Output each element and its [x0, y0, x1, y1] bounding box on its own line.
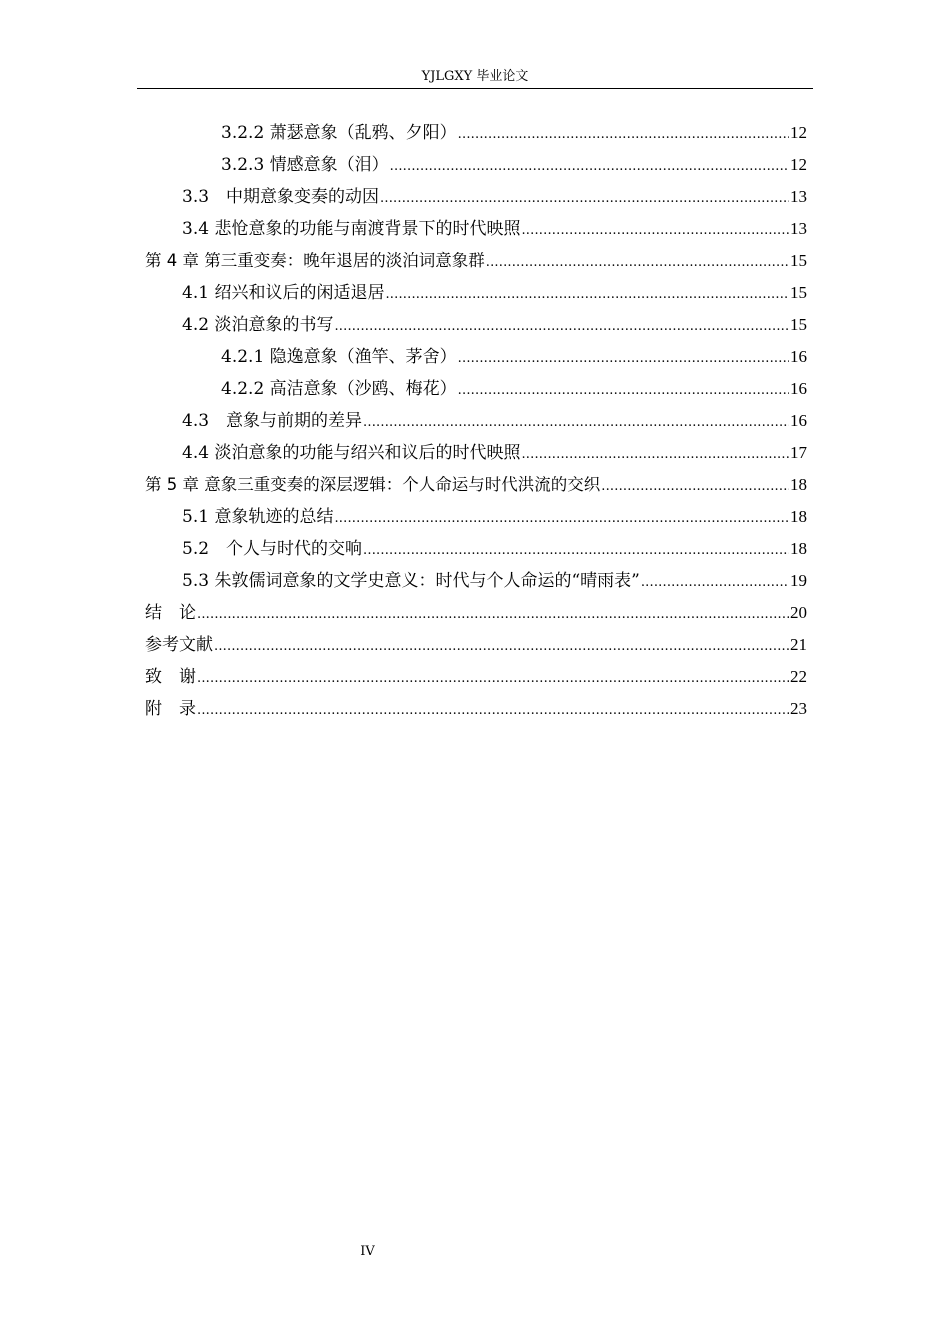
toc-entry-page: 22	[790, 667, 807, 686]
dot-leader	[385, 279, 789, 311]
toc-entry-page: 15	[790, 315, 807, 334]
toc-entry[interactable]	[145, 565, 807, 597]
dot-leader	[458, 343, 789, 375]
toc-entry-title: 4.2.1 隐逸意象（渔竿、茅舍）	[221, 347, 457, 367]
toc-entry-title: 4.3 意象与前期的差异	[182, 411, 363, 431]
toc-entry-title: 5.1 意象轨迹的总结	[182, 507, 334, 527]
table-of-contents	[145, 117, 807, 725]
dot-leader	[601, 471, 789, 503]
toc-entry-title: 3.2.3 情感意象（泪）	[221, 155, 389, 175]
dot-leader	[458, 375, 789, 407]
dot-leader	[521, 439, 789, 471]
toc-entry-title: 3.3 中期意象变奏的动因	[182, 187, 380, 207]
toc-entry-page: 16	[790, 379, 807, 398]
dot-leader	[197, 599, 789, 631]
toc-entry[interactable]	[145, 533, 807, 565]
toc-entry-title: 5.2 个人与时代的交响	[182, 539, 363, 559]
toc-entry[interactable]	[145, 693, 807, 725]
toc-entry[interactable]	[145, 661, 807, 693]
toc-entry[interactable]	[145, 597, 807, 629]
toc-entry-title: 3.2.2 萧瑟意象（乱鸦、夕阳）	[221, 123, 457, 143]
toc-entry-page: 15	[790, 283, 807, 302]
toc-entry-title: 结 论	[145, 603, 196, 623]
toc-entry-title: 致 谢	[145, 667, 196, 687]
toc-entry-page: 16	[790, 411, 807, 430]
toc-entry[interactable]	[145, 405, 807, 437]
toc-entry-page: 21	[790, 635, 807, 654]
toc-entry[interactable]	[145, 629, 807, 661]
toc-entry-page: 19	[790, 571, 807, 590]
toc-entry[interactable]	[145, 245, 807, 277]
running-header: YJLGXY 毕业论文	[137, 68, 813, 89]
toc-entry[interactable]	[145, 501, 807, 533]
toc-entry[interactable]	[145, 341, 807, 373]
toc-entry-page: 18	[790, 475, 807, 494]
dot-leader	[334, 503, 789, 535]
toc-entry-page: 13	[790, 219, 807, 238]
toc-entry-page: 18	[790, 507, 807, 526]
toc-entry-title: 4.2.2 高洁意象（沙鸥、梅花）	[221, 379, 457, 399]
toc-entry[interactable]	[145, 117, 807, 149]
toc-entry-page: 18	[790, 539, 807, 558]
toc-entry-title: 第 5 章 意象三重变奏的深层逻辑：个人命运与时代洪流的交织	[145, 475, 601, 494]
toc-entry-title: 5.3 朱敦儒词意象的文学史意义：时代与个人命运的“晴雨表”	[182, 571, 640, 591]
toc-entry-page: 12	[790, 155, 807, 174]
toc-entry-title: 4.1 绍兴和议后的闲适退居	[182, 283, 385, 303]
dot-leader	[390, 151, 789, 183]
toc-entry-title: 参考文献	[145, 635, 213, 655]
toc-entry[interactable]	[145, 149, 807, 181]
toc-entry-title: 3.4 悲怆意象的功能与南渡背景下的时代映照	[182, 219, 521, 239]
toc-entry-page: 20	[790, 603, 807, 622]
toc-entry-title: 4.2 淡泊意象的书写	[182, 315, 334, 335]
toc-entry-title: 附 录	[145, 699, 196, 719]
page-number: IV	[360, 1244, 375, 1259]
toc-entry[interactable]	[145, 309, 807, 341]
toc-entry-page: 17	[790, 443, 807, 462]
dot-leader	[197, 695, 789, 727]
toc-entry[interactable]	[145, 277, 807, 309]
dot-leader	[521, 215, 789, 247]
toc-entry-title: 第 4 章 第三重变奏：晚年退居的淡泊词意象群	[145, 251, 485, 270]
dot-leader	[197, 663, 789, 695]
toc-entry[interactable]	[145, 213, 807, 245]
toc-entry[interactable]	[145, 437, 807, 469]
toc-entry-page: 12	[790, 123, 807, 142]
toc-entry[interactable]	[145, 469, 807, 501]
dot-leader	[641, 567, 789, 599]
toc-entry-page: 13	[790, 187, 807, 206]
dot-leader	[334, 311, 789, 343]
toc-entry-page: 16	[790, 347, 807, 366]
dot-leader	[363, 407, 789, 439]
toc-entry-page: 15	[790, 251, 807, 270]
toc-entry[interactable]	[145, 181, 807, 213]
dot-leader	[380, 183, 789, 215]
dot-leader	[363, 535, 789, 567]
dot-leader	[458, 119, 789, 151]
toc-entry-title: 4.4 淡泊意象的功能与绍兴和议后的时代映照	[182, 443, 521, 463]
toc-entry[interactable]	[145, 373, 807, 405]
toc-entry-page: 23	[790, 699, 807, 718]
dot-leader	[214, 631, 789, 663]
dot-leader	[486, 247, 789, 279]
